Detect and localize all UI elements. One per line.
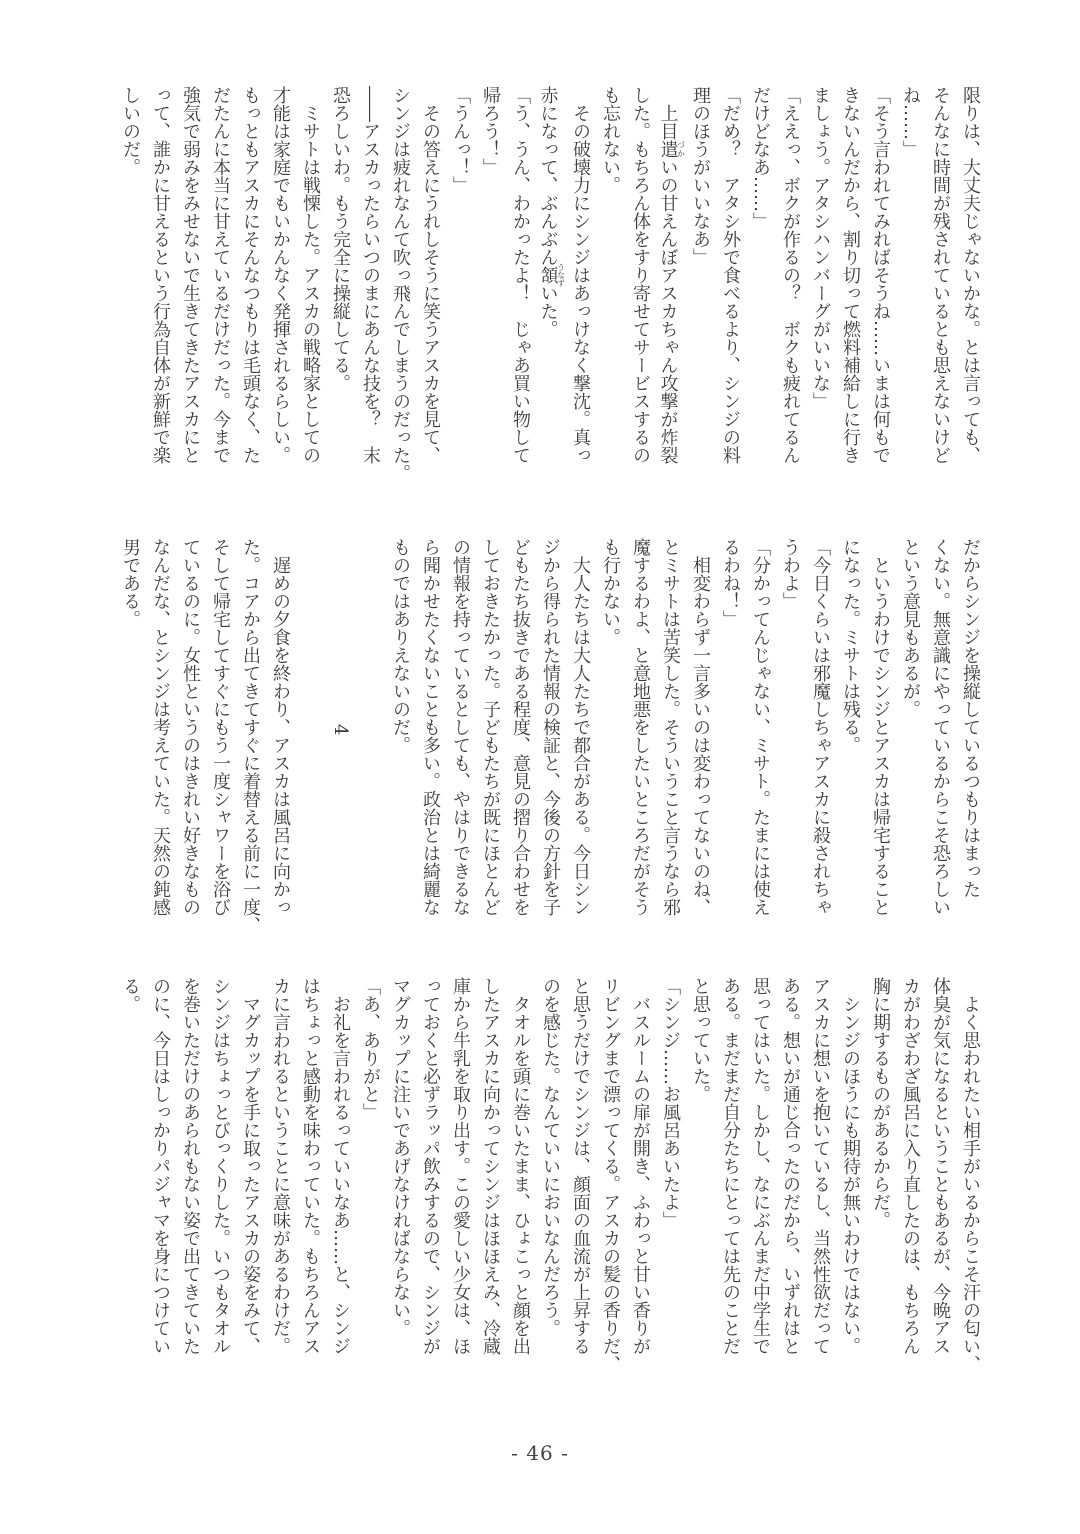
text-line: そして帰宅してすぐにもう一度シャワーを浴び: [210, 538, 231, 916]
text-line: ね……」: [900, 86, 921, 158]
text-line: と思っていた。: [690, 977, 711, 1103]
text-line: 「シンジ……お風呂あいたよ」: [660, 977, 681, 1229]
text-line: くない。無意識にやっているからこそ恐ろしい: [930, 538, 951, 916]
text-line: 才能は家庭でもいかんなく発揮されるらしい。: [270, 86, 291, 464]
text-line: を巻いただけのあられもない姿で出てきていた: [180, 977, 201, 1355]
text-line: るわね！」: [720, 538, 741, 628]
text-line: はちょっと感動を味わっていた。もちろんアス: [300, 977, 321, 1355]
text-line: その破壊力にシンジはあっけなく撃沈。真っ: [570, 86, 591, 464]
text-line: [295, 538, 325, 922]
text-line: とミサトは苦笑した。そういうこと言うなら邪: [660, 538, 681, 916]
text-line: 「そう言われてみればそうね……いまは何もで: [870, 86, 891, 464]
text-line: 「うんっ！」: [450, 86, 471, 194]
text-line: しいのだ。: [120, 86, 141, 176]
text-line: なんだな、とシンジは考えていた。天然の鈍感: [150, 538, 171, 916]
text-line: きないんだから、割り切って燃料補給しに行き: [840, 86, 861, 464]
text-line: ミサトは戦慄した。アスカの戦略家としての: [300, 86, 321, 464]
text-line: ジから得られた情報の検証と、今後の方針を子: [540, 538, 561, 916]
text-line: っておくと必ずラッパ飲みするので、シンジが: [420, 977, 441, 1355]
text-line: リビングまで漂ってくる。アスカの髪の香りだ、: [600, 977, 621, 1373]
text-line: 「だめ？ アタシ外で食べるより、シンジの料: [720, 86, 741, 464]
text-line: カがわざわざ風呂に入り直したのは、もちろん: [900, 977, 921, 1355]
page-number: - 46 -: [511, 1441, 569, 1465]
text-line: ら聞かせたくないことも多い。政治とは綺麗な: [420, 538, 441, 916]
text-line: のに、今日はしっかりパジャマを身につけてい: [150, 977, 171, 1355]
text-line: だけどなあ……」: [750, 86, 771, 230]
text-tier-upper: [115, 86, 985, 482]
text-line: ある。まだまだ自分たちにとっては先のことだ: [720, 977, 741, 1355]
text-line: と思うだけでシンジは、顔面の血流が上昇する: [570, 977, 591, 1355]
text-line: バスルームの扉が開き、ふわっと甘い香りが: [630, 977, 651, 1355]
text-line: って、誰かに甘えるという行為自体が新鮮で楽: [150, 86, 171, 464]
text-line: シンジはちょっとびっくりした。いつもタオル: [210, 977, 231, 1355]
text-line: うわよ」: [780, 538, 801, 610]
text-line: のを感じた。なんていいにおいなんだろう。: [540, 977, 561, 1337]
ruby-reading: づか: [676, 140, 686, 158]
text-line: 男である。: [120, 538, 141, 628]
text-line: も行かない。: [600, 538, 621, 646]
text-line: ――アスカったらいつのまにあんな技を？ 末: [360, 86, 381, 464]
text-line: どもたち抜きである程度、意見の摺り合わせを: [510, 538, 531, 916]
text-line: もっともアスカにそんなつもりは毛頭なく、た: [240, 86, 261, 464]
text-line: [655, 86, 685, 470]
text-line: しておきたかった。子どもたちが既にほとんど: [480, 538, 501, 916]
text-tier-lower: [115, 977, 985, 1373]
text-line: 遅めの夕食を終わり、アスカは風呂に向かっ: [270, 538, 291, 916]
text-line: 魔するわよ、と意地悪をしたいところだがそう: [630, 538, 651, 916]
text-segment: いた。: [537, 284, 559, 338]
text-line: カに言われるということに意味があるわけだ。: [270, 977, 291, 1355]
text-line: という意見もあるが。: [900, 538, 921, 718]
text-line: [355, 538, 385, 922]
ruby-base: 遣: [657, 140, 679, 158]
text-line: の情報を持っているとしても、やはりできるな: [450, 538, 471, 916]
text-line: よく思われたい相手がいるからこそ汗の匂い、: [960, 977, 981, 1373]
text-segment: いの甘えんぼアスカちゃん攻撃が炸裂: [657, 158, 679, 464]
text-line: マグカップに注いであげなければならない。: [390, 977, 411, 1337]
text-line: 「今日くらいは邪魔しちゃアスカに殺されちゃ: [810, 538, 831, 916]
text-line: も忘れない。: [600, 86, 621, 194]
text-line: シンジのほうにも期待が無いわけではない。: [840, 977, 861, 1355]
text-line: その答えにうれしそうに笑うアスカを見て、: [420, 86, 441, 464]
text-line: 大人たちは大人たちで都合がある。今日シン: [570, 538, 591, 916]
text-line: ある。想いが通じ合ったのだから、いずれはと: [780, 977, 801, 1355]
section-number: 4: [330, 724, 351, 736]
text-line: そんなに時間が残されているとも思えないけど: [930, 86, 951, 464]
text-line: 恐ろしいわ。もう完全に操縦してる。: [330, 86, 351, 392]
text-line: したアスカに向かってシンジはほほえみ、冷蔵: [480, 977, 501, 1355]
ruby-base: 頷: [537, 263, 559, 287]
text-line: 相変わらず一言多いのは変わってないのね、: [690, 538, 711, 916]
ruby-reading: うなず: [556, 263, 566, 287]
text-line: 強気で弱みをみせないで生きてきたアスカにと: [180, 86, 201, 464]
text-line: した。もちろん体をすり寄せてサービスするの: [630, 86, 651, 464]
text-line: た。コアから出てきてすぐに着替える前に一度、: [240, 538, 261, 934]
text-line: シンジは疲れなんて吹っ飛んでしまうのだった。: [390, 86, 411, 482]
text-line: というわけでシンジとアスカは帰宅すること: [870, 538, 891, 916]
text-line: [535, 86, 565, 470]
text-line: 「分かってんじゃない、ミサト。たまには使え: [750, 538, 771, 916]
ruby-text: [657, 140, 686, 158]
text-line: タオルを頭に巻いたまま、ひょこっと顔を出: [510, 977, 531, 1355]
text-line: 「ええっ、ボクが作るの？ ボクも疲れてるん: [780, 86, 801, 464]
text-tier-middle: [115, 538, 985, 934]
text-line: マグカップを手に取ったアスカの姿をみて、: [240, 977, 261, 1355]
text-line: お礼を言われるっていいなあ……と、シンジ: [330, 977, 351, 1355]
text-line: 胸に期するものがあるからだ。: [870, 977, 891, 1229]
text-line: アスカに想いを抱いているし、当然性欲だって: [810, 977, 831, 1355]
text-line: 体臭が気になるということもあるが、今晩アス: [930, 977, 951, 1355]
text-line: 思ってはいた。しかし、なにぶんまだ中学生で: [750, 977, 771, 1355]
text-line: 「あ、ありがと」: [360, 977, 381, 1121]
text-line: だからシンジを操縦しているつもりはまった: [960, 538, 981, 898]
text-segment: 上目: [657, 86, 679, 140]
text-line: 理のほうがいいなあ」: [690, 86, 711, 266]
text-line: 限りは、大丈夫じゃないかな。とは言っても、: [960, 86, 981, 464]
text-line: ましょう。アタシハンバーグがいいな」: [810, 86, 831, 410]
text-segment: 赤になって、ぶんぶん: [537, 86, 559, 266]
text-line: る。: [120, 977, 141, 1013]
text-line: 庫から牛乳を取り出す。この愛しい少女は、ほ: [450, 977, 471, 1355]
text-line: だたんに本当に甘えているだけだった。今まで: [210, 86, 231, 464]
ruby-text: [537, 263, 566, 287]
text-line: ているのに。女性というのはきれい好きなもの: [180, 538, 201, 916]
text-line: になった。ミサトは残る。: [840, 538, 861, 754]
text-line: 帰ろう！」: [480, 86, 501, 176]
text-line: 「う、うん、わかったよ！ じゃあ買い物して: [510, 86, 531, 464]
text-line: ものではありえないのだ。: [390, 538, 411, 754]
